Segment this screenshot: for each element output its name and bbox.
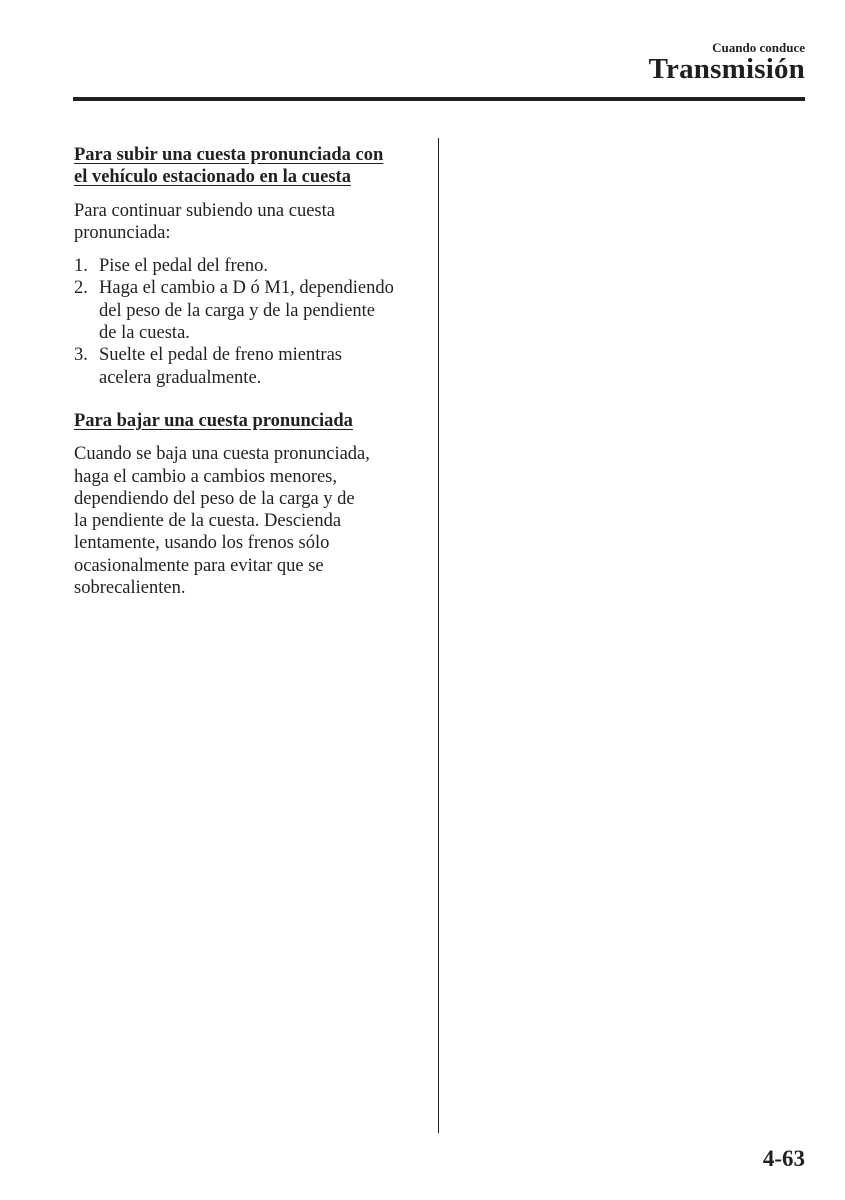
- step-item: [74, 277, 424, 344]
- step-number: 2.: [74, 278, 88, 299]
- downhill-line: Cuando se baja una cuesta pronunciada,: [74, 444, 370, 465]
- column-divider: [438, 138, 439, 1133]
- step-line: Pise el pedal del freno.: [99, 256, 269, 277]
- step-item: [74, 255, 424, 277]
- uphill-steps: [74, 255, 424, 389]
- uphill-heading-line-1: Para subir una cuesta pronunciada con: [74, 145, 384, 165]
- step-line: Haga el cambio a D ó M1, dependiendo: [99, 278, 394, 299]
- downhill-line: ocasionalmente para evitar que se: [74, 555, 324, 576]
- downhill-line: sobrecalienten.: [74, 578, 186, 599]
- uphill-intro: [74, 200, 424, 245]
- step-item: [74, 344, 424, 389]
- section-label: Cuando conduce: [712, 40, 805, 55]
- downhill-paragraph: [74, 443, 424, 599]
- downhill-line: dependiendo del peso de la carga y de: [74, 488, 355, 509]
- downhill-line: la pendiente de la cuesta. Descienda: [74, 511, 342, 532]
- downhill-line: lentamente, usando los frenos sólo: [74, 533, 330, 554]
- uphill-heading: [74, 144, 424, 189]
- step-number: 1.: [74, 256, 88, 277]
- step-line: Suelte el pedal de freno mientras: [99, 345, 342, 366]
- downhill-heading: Para bajar una cuesta pronunciada: [74, 410, 353, 431]
- step-text: [99, 277, 424, 344]
- step-line: acelera gradualmente.: [99, 367, 262, 388]
- uphill-heading-line-2: el vehículo estacionado en la cuesta: [74, 167, 351, 188]
- step-line: de la cuesta.: [99, 323, 190, 344]
- header-rule: [73, 97, 805, 101]
- uphill-intro-line-2: pronunciada:: [74, 222, 171, 243]
- uphill-intro-line-1: Para continuar subiendo una cuesta: [74, 200, 335, 221]
- step-text: [99, 344, 424, 389]
- step-text: [99, 255, 424, 277]
- page-title: Transmisión: [648, 53, 805, 85]
- page-number: 4-63: [762, 1146, 805, 1171]
- step-number: 3.: [74, 345, 88, 366]
- left-column: [74, 144, 424, 599]
- step-line: del peso de la carga y de la pendiente: [99, 300, 376, 321]
- downhill-line: haga el cambio a cambios menores,: [74, 466, 338, 487]
